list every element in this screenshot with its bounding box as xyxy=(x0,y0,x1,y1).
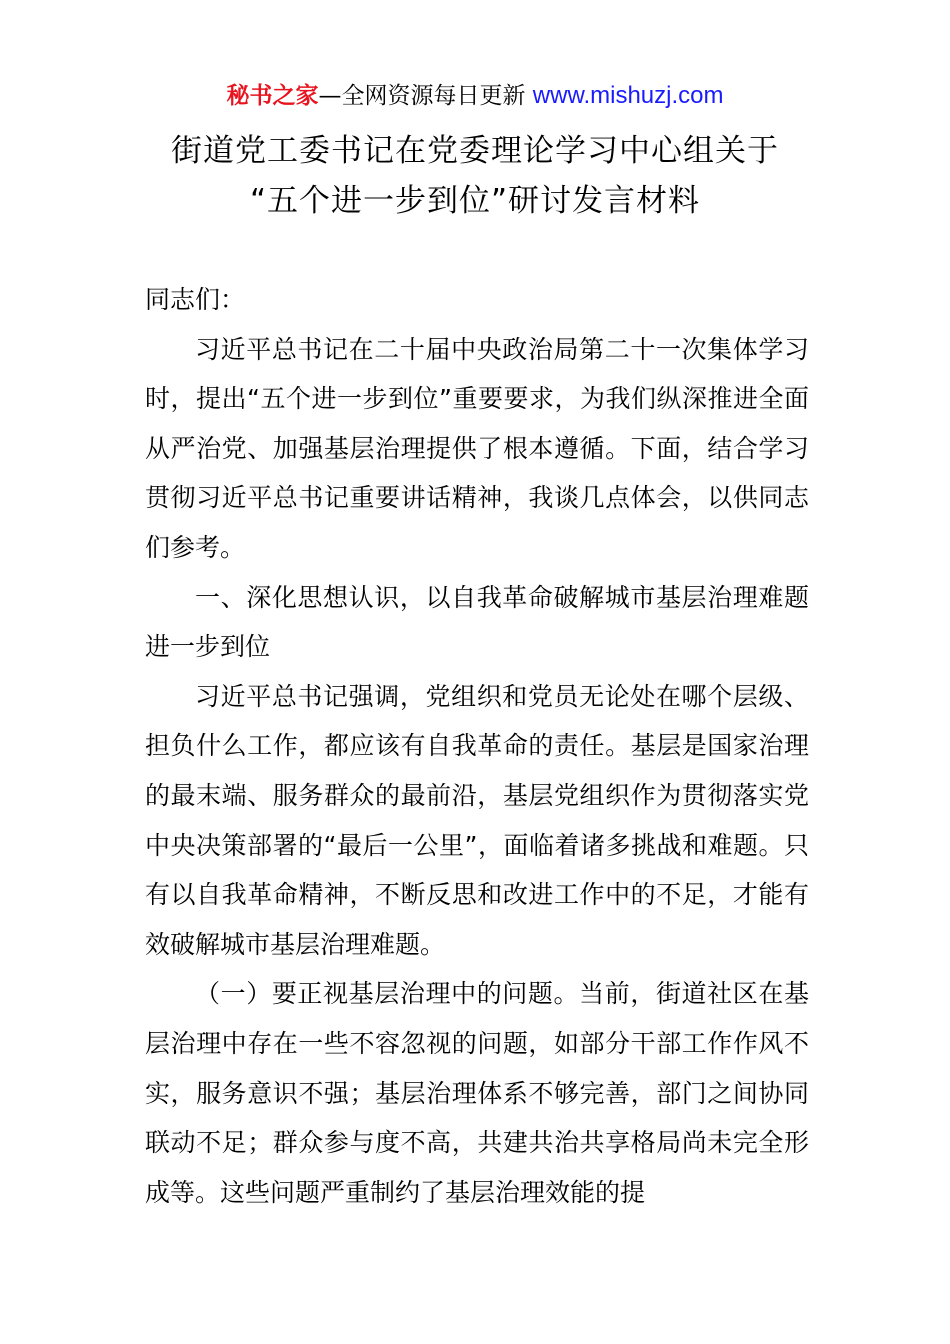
paragraph-section-1: 习近平总书记强调，党组织和党员无论处在哪个层级、担负什么工作，都应该有自我革命的责任。基层是国家治理的最末端、服务群众的最前沿，基层党组织作为贯彻落实党中央决策部署的“最后一公里”，面临着诸多挑战和难题。只有以自我革命精神，不断反思和改进工作中的不足，才能有效破解城市基层治理难题。 xyxy=(145,681,809,959)
banner-dash: — xyxy=(318,83,342,109)
title-line-1: 街道党工委书记在党委理论学习中心组关于 xyxy=(171,133,779,169)
site-tagline: 全网资源每日更新 xyxy=(341,83,526,109)
title-line-2: “五个进一步到位”研讨发言材料 xyxy=(249,183,701,219)
salutation: 同志们： xyxy=(145,285,246,314)
document-title xyxy=(0,126,950,226)
paragraph-intro: 习近平总书记在二十届中央政治局第二十一次集体学习时，提出“五个进一步到位”重要要求，为我们纵深推进全面从严治党、加强基层治理提供了根本遵循。下面，结合学习贯彻习近平总书记重要讲话精神，我谈几点体会，以供同志们参考。 xyxy=(145,334,809,562)
site-banner xyxy=(0,80,950,112)
paragraph-subsection-1: （一）要正视基层治理中的问题。当前，街道社区在基层治理中存在一些不容忽视的问题，如部分干部工作作风不实，服务意识不强；基层治理体系不够完善，部门之间协同联动不足；群众参与度不高，共建共治共享格局尚未完全形成等。这些问题严重制约了基层治理效能的提 xyxy=(145,979,809,1207)
section-heading-1: 一、深化思想认识，以自我革命破解城市基层治理难题进一步到位 xyxy=(145,582,809,662)
site-brand: 秘书之家 xyxy=(226,83,319,109)
document-body xyxy=(145,275,809,1217)
site-url-link[interactable]: www.mishuzj.com xyxy=(532,82,724,109)
